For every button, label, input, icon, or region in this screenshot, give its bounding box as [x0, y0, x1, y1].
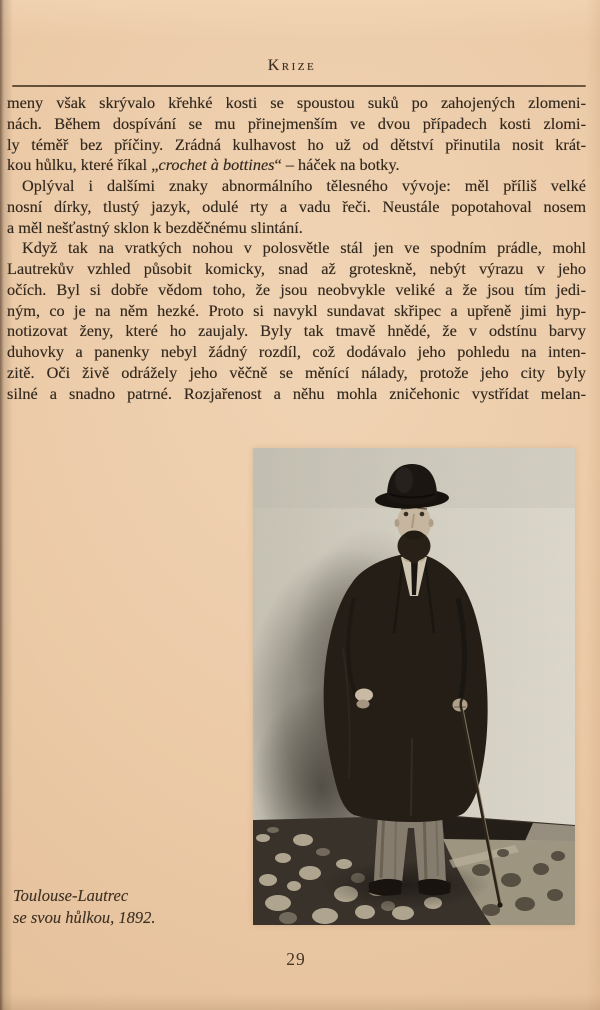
caption-line-2: se svou hůlkou, 1892. — [13, 908, 156, 927]
text-line: silné a snadno patrné. Rozjařenost a něhu mohla zničehonic vystřídat melan- — [7, 383, 586, 403]
photograph — [253, 448, 575, 925]
photo-canvas — [253, 448, 575, 925]
text-line: nosní dírky, tlustý jazyk, odulé rty a vadu řeči. Neustále popotahoval nosem — [7, 196, 586, 216]
text-line: notizovat ženy, které ho zaujaly. Byly tak tmavě hnědé, že v odstínu barvy — [7, 321, 586, 341]
text-line: duhovky a panenky nebyl žádný rozdíl, což dodávalo jeho pohledu na inten- — [7, 342, 586, 361]
text-line: meny však skrývalo křehké kosti se spoustou suků po zahojených zlomeni- — [7, 93, 586, 112]
text-line: ným, co je na něm hezké. Proto si navykl sundavat skřipec a upřeně jimi hyp- — [7, 300, 586, 320]
text-line: očích. Byl si dobře vědom toho, že jsou neobvykle veliké a že jsou tím jedi- — [7, 279, 586, 299]
text-line — [7, 155, 586, 176]
text-line: Lautrekův vzhled působit komicky, snad až groteskně, nebýt výrazu v jeho — [7, 259, 586, 278]
text-run-italic: crochet à bottines — [158, 155, 275, 175]
text-line: a měl nešťastný sklon k bezděčnému slintání. — [7, 217, 303, 237]
text-line: Oplýval i dalšími znaky abnormálního tělesného vývoje: měl příliš velké — [22, 176, 586, 195]
header-rule — [12, 85, 586, 87]
page-number: 29 — [286, 949, 306, 969]
text-line: zitě. Oči živě odrážely jeho věčně se měnící nálady, protože jeho city byly — [7, 362, 586, 382]
body-text — [7, 93, 586, 404]
text-line: nách. Během dospívání se mu přinejmenším ve dvou případech kosti zlomi- — [7, 113, 586, 133]
running-head: Krize — [267, 57, 317, 74]
photo-caption — [13, 885, 156, 929]
caption-line-1: Toulouse-Lautrec — [13, 886, 129, 905]
photo-grain — [253, 448, 575, 925]
text-line: ly téměř bez příčiny. Zrádná kulhavost ho už od dětství přinutila nosit krát- — [7, 134, 586, 154]
text-run: “ – háček na botky. — [274, 155, 400, 175]
text-run: kou hůlku, které říkal „ — [7, 155, 159, 175]
text-line: Když tak na vratkých nohou v polosvětle stál jen ve spodním prádle, mohl — [22, 238, 586, 258]
